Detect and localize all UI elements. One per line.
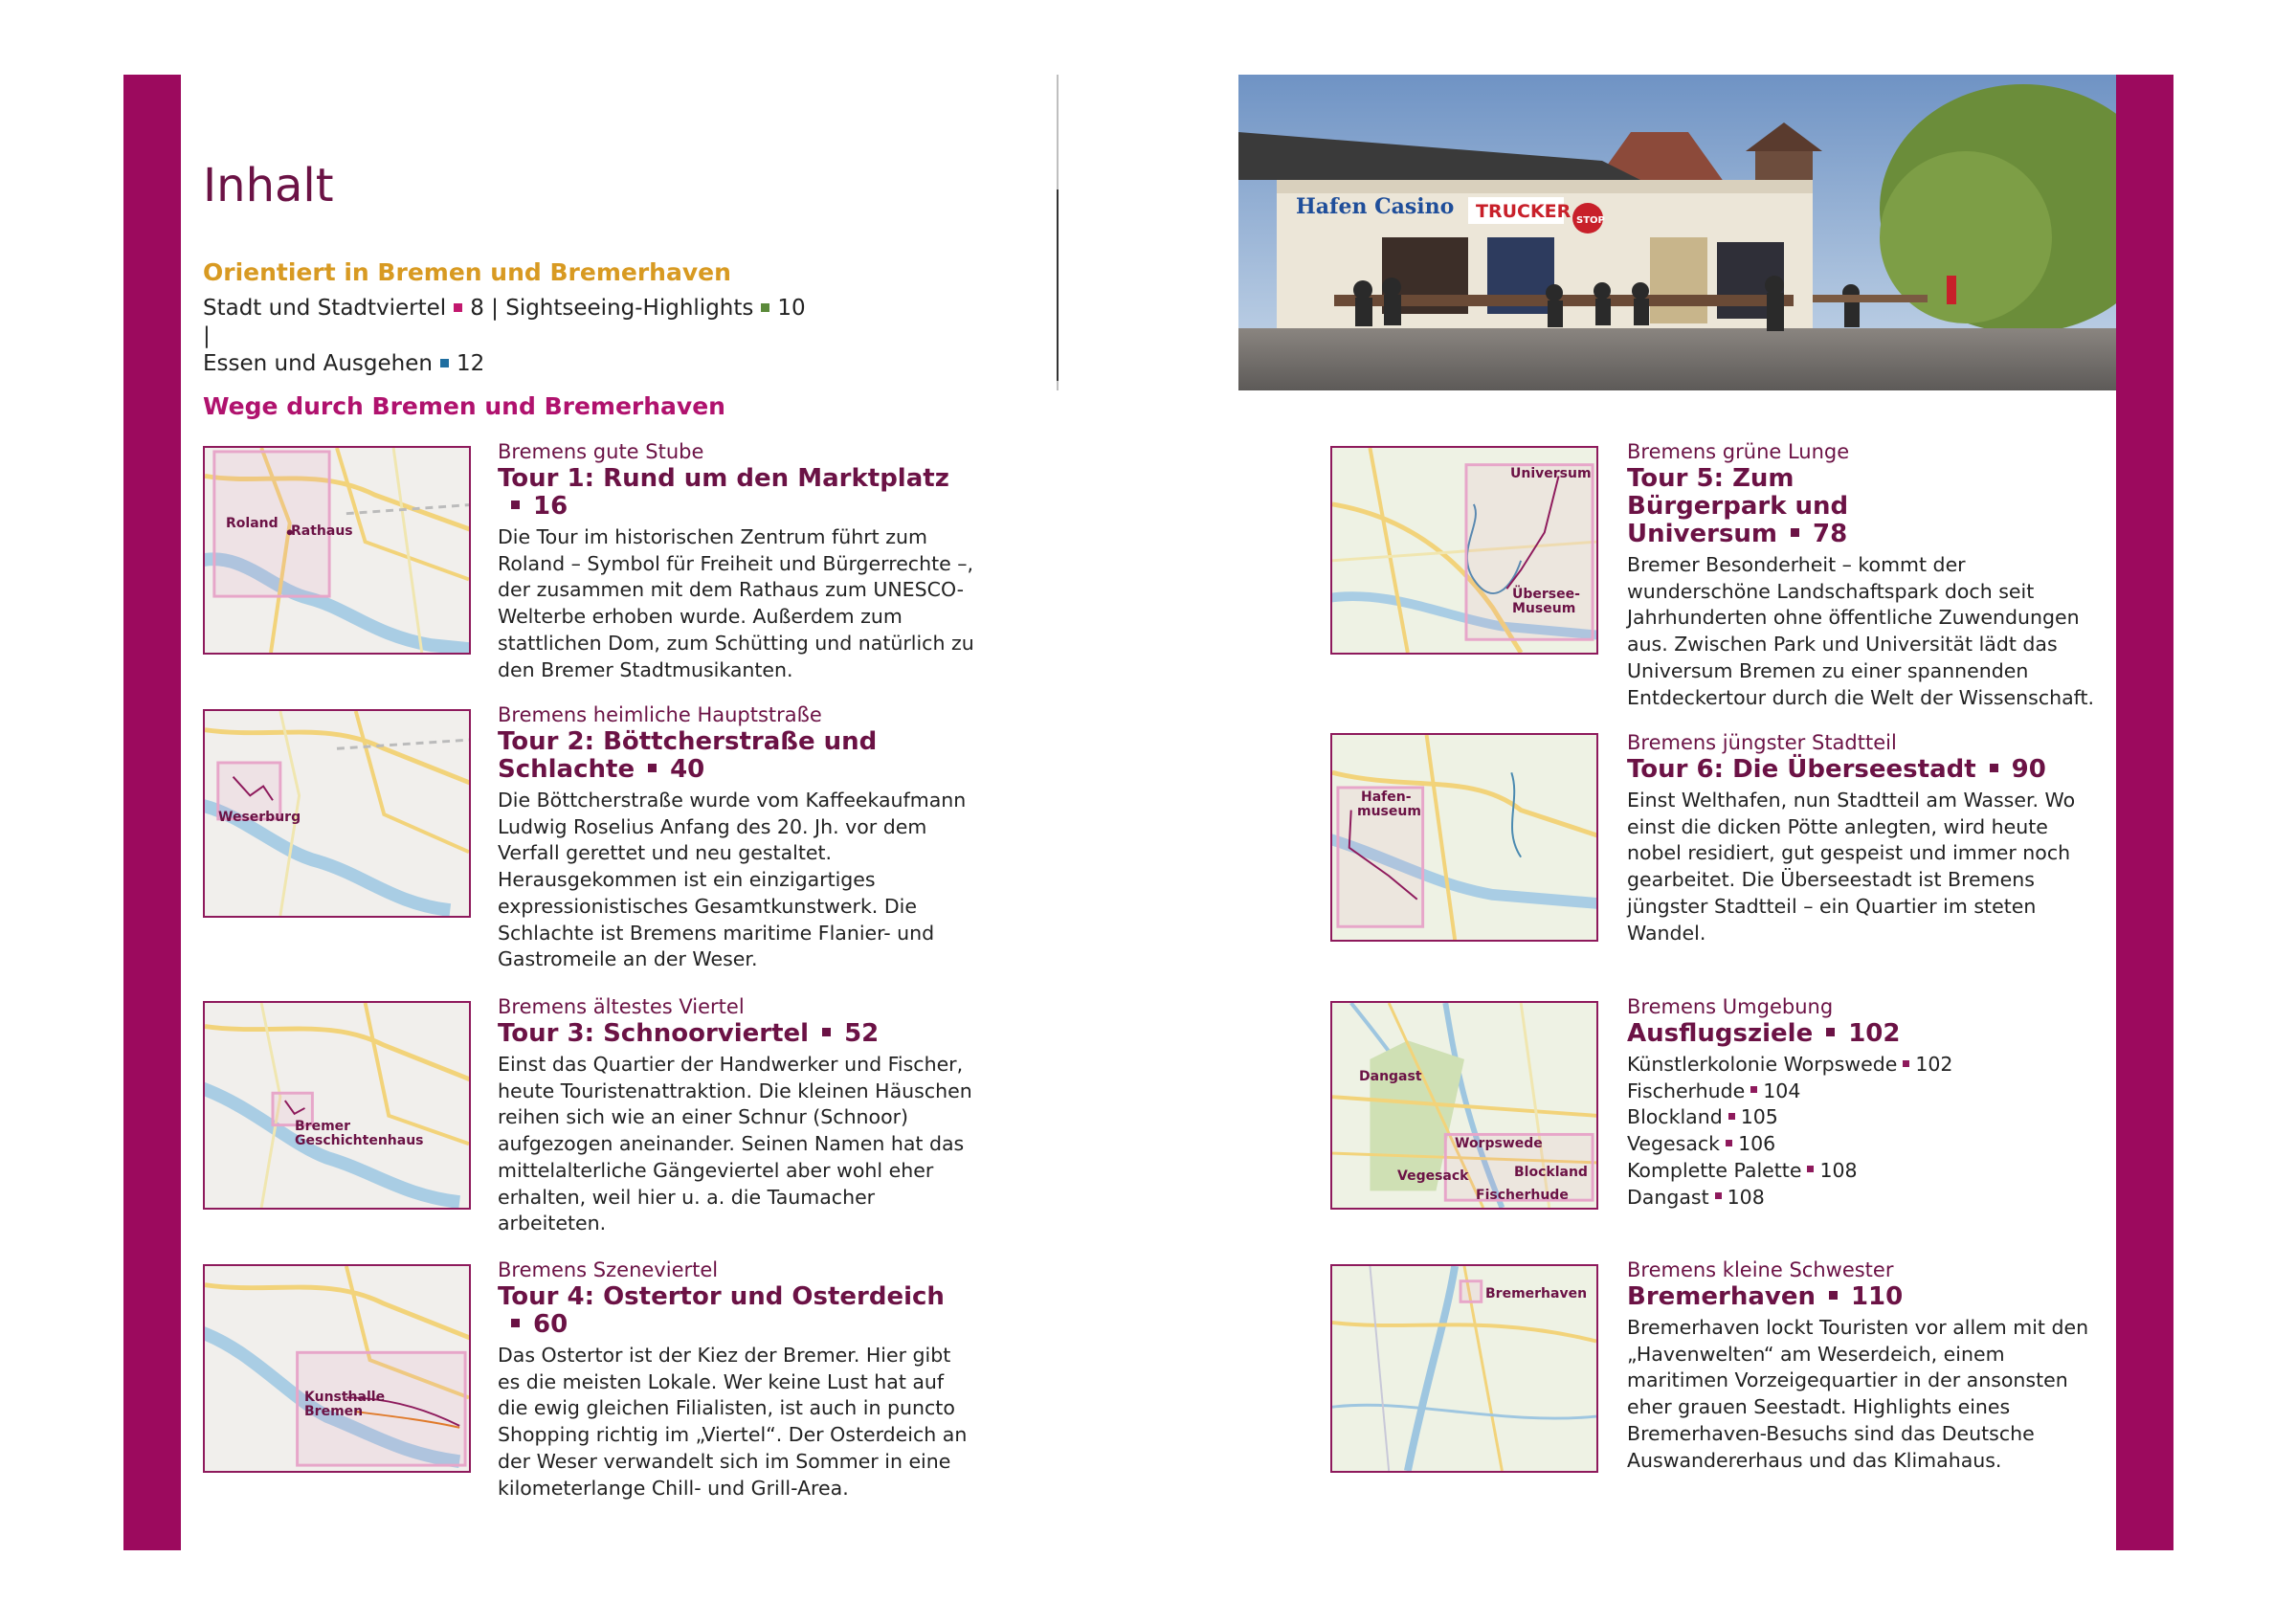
map-label-geschichtenhaus: Geschichtenhaus	[295, 1133, 424, 1148]
tour-1-description: Die Tour im historischen Zentrum führt zum Roland – Symbol für Freiheit und Bürgerrechte –, der zusammen mit dem Rathaus zum UNESCO-Welterbe erhoben wurde. Außerdem zum stattlichen Dom, zum Schütting und natürlich zu den Bremer Stadtmusikanten.	[498, 525, 974, 681]
bremerhaven-page: 110	[1850, 1282, 1904, 1311]
tour-5-title[interactable]: Tour 5: Zum Bürgerpark und Universum 78	[1627, 464, 1849, 548]
blue-square-icon	[440, 359, 449, 367]
map-tour-4	[203, 1264, 471, 1473]
section-heading-orientiert: Orientiert in Bremen und Bremerhaven	[203, 258, 731, 286]
tour-1-page: 16	[533, 492, 568, 521]
map-label-dangast: Dangast	[1359, 1069, 1422, 1084]
tour-5-page: 78	[1813, 520, 1848, 548]
map-label-fischerhude: Fischerhude	[1476, 1188, 1569, 1203]
map-label-uebersee: Übersee-	[1512, 587, 1580, 602]
sign-trucker: TRUCKER	[1476, 201, 1572, 222]
tour-5-subtitle: Bremens grüne Lunge	[1627, 440, 1850, 463]
map-label-worpswede: Worpswede	[1455, 1136, 1543, 1151]
hafen-casino-photo	[1238, 75, 2116, 390]
tour-6-subtitle: Bremens jüngster Stadtteil	[1627, 731, 1897, 754]
list-item[interactable]: Dangast 108	[1627, 1185, 1765, 1209]
tour-1-title[interactable]: Tour 1: Rund um den Marktplatz16	[498, 464, 949, 521]
ausflugsziele-subtitle: Bremens Umgebung	[1627, 995, 1834, 1018]
tour-2-page: 40	[670, 755, 705, 784]
intro-page-essen: 12	[456, 351, 485, 376]
tour-6-description: Einst Welthafen, nun Stadtteil am Wasser. Wo einst die dicken Pötte anlegten, wird heute nobel residiert, gut gespeist und immer noch gearbeitet. Die Überseestadt ist Bremens jüngster Stadtteil – ein Quartier im steten Wandel.	[1627, 789, 2076, 945]
sign-text: Hafen Casino	[1296, 194, 1455, 219]
map-tour-5	[1330, 446, 1598, 655]
tour-4-subtitle: Bremens Szeneviertel	[498, 1258, 719, 1281]
intro-page-sightseeing: 10 |	[203, 296, 806, 348]
ausflugsziele-entry[interactable]	[1627, 993, 2106, 1211]
map-label-rathaus: Rathaus	[291, 523, 353, 539]
map-tour-1	[203, 446, 471, 655]
ausflugsziele-page: 102	[1848, 1019, 1901, 1048]
map-label-weserburg: Weserburg	[218, 810, 301, 825]
map-label-bremen: Bremen	[304, 1404, 364, 1419]
intro-link-stadt[interactable]: Stadt und Stadtviertel	[203, 296, 447, 321]
map-label-universum: Universum	[1510, 466, 1592, 481]
map-label-vegesack: Vegesack	[1397, 1168, 1469, 1184]
tour-2-subtitle: Bremens heimliche Hauptstraße	[498, 703, 822, 726]
tour-3-subtitle: Bremens ältestes Viertel	[498, 995, 745, 1018]
ausflugsziele-title[interactable]: Ausflugsziele 102	[1627, 1019, 1901, 1048]
tour-1-entry[interactable]	[498, 438, 976, 683]
map-label-bremerhaven: Bremerhaven	[1485, 1286, 1588, 1301]
list-item[interactable]: Fischerhude 104	[1627, 1079, 1801, 1102]
intro-page-stadt: 8 |	[470, 296, 499, 321]
bremerhaven-description: Bremerhaven lockt Touristen vor allem mit den „Havenwelten“ am Weserdeich, einem maritimen Vorzeigequartier in der ansonsten eher grauen Seestadt. Highlights eines Bremerhaven-Besuchs sind das Deutsche Auswandererhaus und das Klimahaus.	[1627, 1316, 2089, 1472]
list-item[interactable]: Vegesack 106	[1627, 1132, 1776, 1156]
map-label-bremer: Bremer	[295, 1119, 351, 1134]
tour-3-description: Einst das Quartier der Handwerker und Fischer, heute Touristenattraktion. Die kleinen Häuschen reihen sich wie an einer Schnur (Schnoor) aufgezogen aneinander. Seinen Namen hat das mittelalterliche Gängeviertel aber wohl eher erhalten, weil hier u. a. die Taumacher arbeiteten.	[498, 1053, 972, 1235]
map-tour-2	[203, 709, 471, 918]
map-label-roland: Roland	[226, 516, 279, 531]
tour-1-subtitle: Bremens gute Stube	[498, 440, 704, 463]
page-title: Inhalt	[203, 159, 334, 212]
tour-2-title[interactable]: Tour 2: Böttcherstraße und Schlachte 40	[498, 727, 878, 784]
intro-links	[203, 295, 815, 378]
tour-6-entry[interactable]	[1627, 729, 2106, 946]
sign-stop: STOP	[1576, 215, 1605, 226]
map-tour-3	[203, 1001, 471, 1210]
right-accent-bar	[2116, 75, 2173, 1550]
list-item[interactable]: Blockland 105	[1627, 1105, 1778, 1129]
tour-2-description: Die Böttcherstraße wurde vom Kaffeekaufmann Ludwig Roselius Anfang des 20. Jh. vor dem Verfall gerettet und neu gestaltet. Herausgekommen ist ein einzigartiges expressionistisches Gesamtkunstwerk. Die Schlachte ist Bremens maritime Flanier- und Gastromeile an der Weser.	[498, 789, 967, 971]
section-heading-wege: Wege durch Bremen und Bremerhaven	[203, 392, 725, 420]
map-label-kunsthalle: Kunsthalle	[304, 1390, 386, 1405]
map-label-blockland: Blockland	[1514, 1165, 1588, 1180]
tour-2-entry[interactable]	[498, 701, 976, 973]
tour-4-description: Das Ostertor ist der Kiez der Bremer. Hier gibt es die meisten Lokale. Wer keine Lust hat auf die ewig gleichen Filialisten, ist auch in puncto Shopping richtig im „Viertel“. Der Osterdeich an der Weser verwandelt sich im Sommer in eine kilometerlange Chill- und Grill-Area.	[498, 1344, 968, 1500]
page-gutter	[1057, 75, 1059, 390]
pink-square-icon	[454, 303, 462, 312]
map-label-hafenmuseum: museum	[1357, 804, 1421, 819]
tour-6-page: 90	[2011, 755, 2046, 784]
bremerhaven-entry[interactable]	[1627, 1257, 2106, 1474]
intro-link-sightseeing[interactable]: Sightseeing-Highlights	[505, 296, 754, 321]
intro-link-essen[interactable]: Essen und Ausgehen	[203, 351, 433, 376]
tour-4-entry[interactable]	[498, 1257, 976, 1502]
green-square-icon	[761, 303, 769, 312]
map-bremerhaven	[1330, 1264, 1598, 1473]
tour-3-title[interactable]: Tour 3: Schnoorviertel 52	[498, 1019, 880, 1048]
map-ausflugsziele	[1330, 1001, 1598, 1210]
list-item[interactable]: Komplette Palette 108	[1627, 1158, 1858, 1182]
bremerhaven-title[interactable]: Bremerhaven 110	[1627, 1282, 1904, 1311]
tour-3-entry[interactable]	[498, 993, 976, 1237]
tour-5-entry[interactable]	[1627, 438, 2106, 711]
tour-5-description: Bremer Besonderheit – kommt der wunderschöne Landschaftspark doch seit Jahrhunderten ohne öffentliche Zuwendungen aus. Zwischen Park und Universität lädt das Universum Bremen zu einer spannenden Entdeckertour durch die Welt der Wissenschaft.	[1627, 553, 2095, 709]
tour-6-title[interactable]: Tour 6: Die Überseestadt 90	[1627, 755, 2046, 784]
map-label-hafen: Hafen-	[1361, 790, 1412, 805]
left-accent-bar	[123, 75, 181, 1550]
list-item[interactable]: Künstlerkolonie Worpswede 102	[1627, 1053, 1953, 1076]
map-tour-6	[1330, 733, 1598, 942]
bremerhaven-subtitle: Bremens kleine Schwester	[1627, 1258, 1894, 1281]
tour-3-page: 52	[844, 1019, 880, 1048]
tour-4-title[interactable]: Tour 4: Ostertor und Osterdeich60	[498, 1282, 945, 1339]
tour-4-page: 60	[533, 1310, 568, 1339]
map-label-museum: Museum	[1512, 601, 1576, 616]
